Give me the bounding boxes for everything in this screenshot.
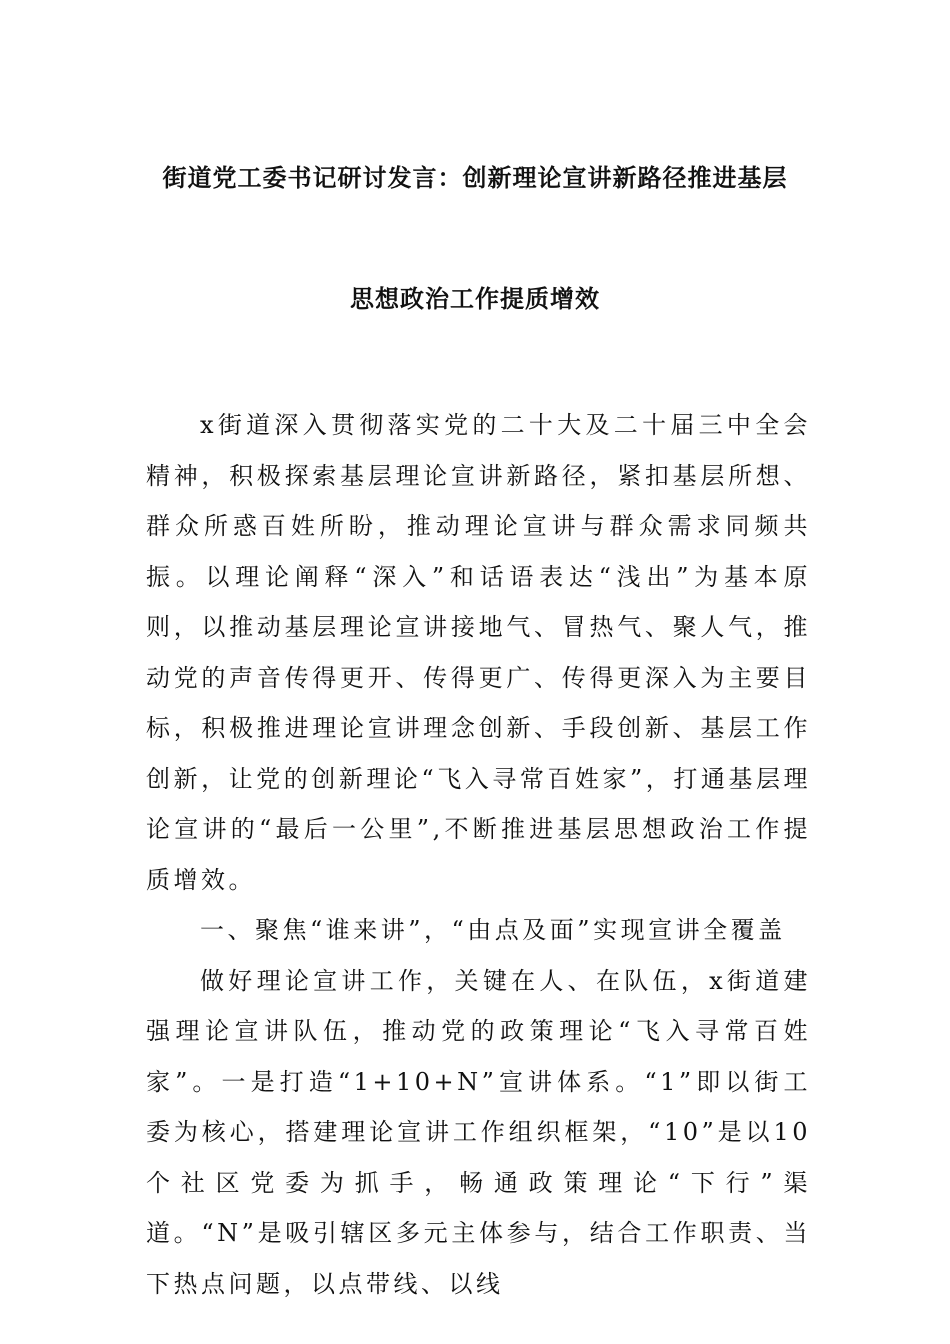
document-title-line-1: 街道党工委书记研讨发言：创新理论宣讲新路径推进基层 xyxy=(162,163,788,192)
intro-paragraph: x街道深入贯彻落实党的二十大及二十届三中全会精神，积极探索基层理论宣讲新路径，紧扣基层所想、群众所惑百姓所盼，推动理论宣讲与群众需求同频共振。以理论阐释“深入”和话语表达“浅出”为基本原则，以推动基层理论宣讲接地气、冒热气、聚人气，推动党的声音传得更开、传得更广、传得更深入为主要目标，积极推进理论宣讲理念创新、手段创新、基层工作创新，让党的创新理论“飞入寻常百姓家”，打通基层理论宣讲的“最后一公里”,不断推进基层思想政治工作提质增效。 xyxy=(146,411,811,894)
section-heading-1: 一、聚焦“谁来讲”，“由点及面”实现宣讲全覆盖 xyxy=(200,916,786,944)
section-1-paragraph: 做好理论宣讲工作，关键在人、在队伍，x街道建强理论宣讲队伍，推动党的政策理论“飞入寻常百姓家”。一是打造“1+10+N”宣讲体系。“1”即以街工委为核心，搭建理论宣讲工作组织框架，“10”是以10个社区党委为抓手，畅通政策理论“下行”渠道。“N”是吸引辖区多元主体参与，结合工作职责、当下热点问题，以点带线、以线 xyxy=(146,966,811,1298)
document-body xyxy=(146,400,811,1309)
document-title-line-2: 思想政治工作提质增效 xyxy=(350,284,600,313)
